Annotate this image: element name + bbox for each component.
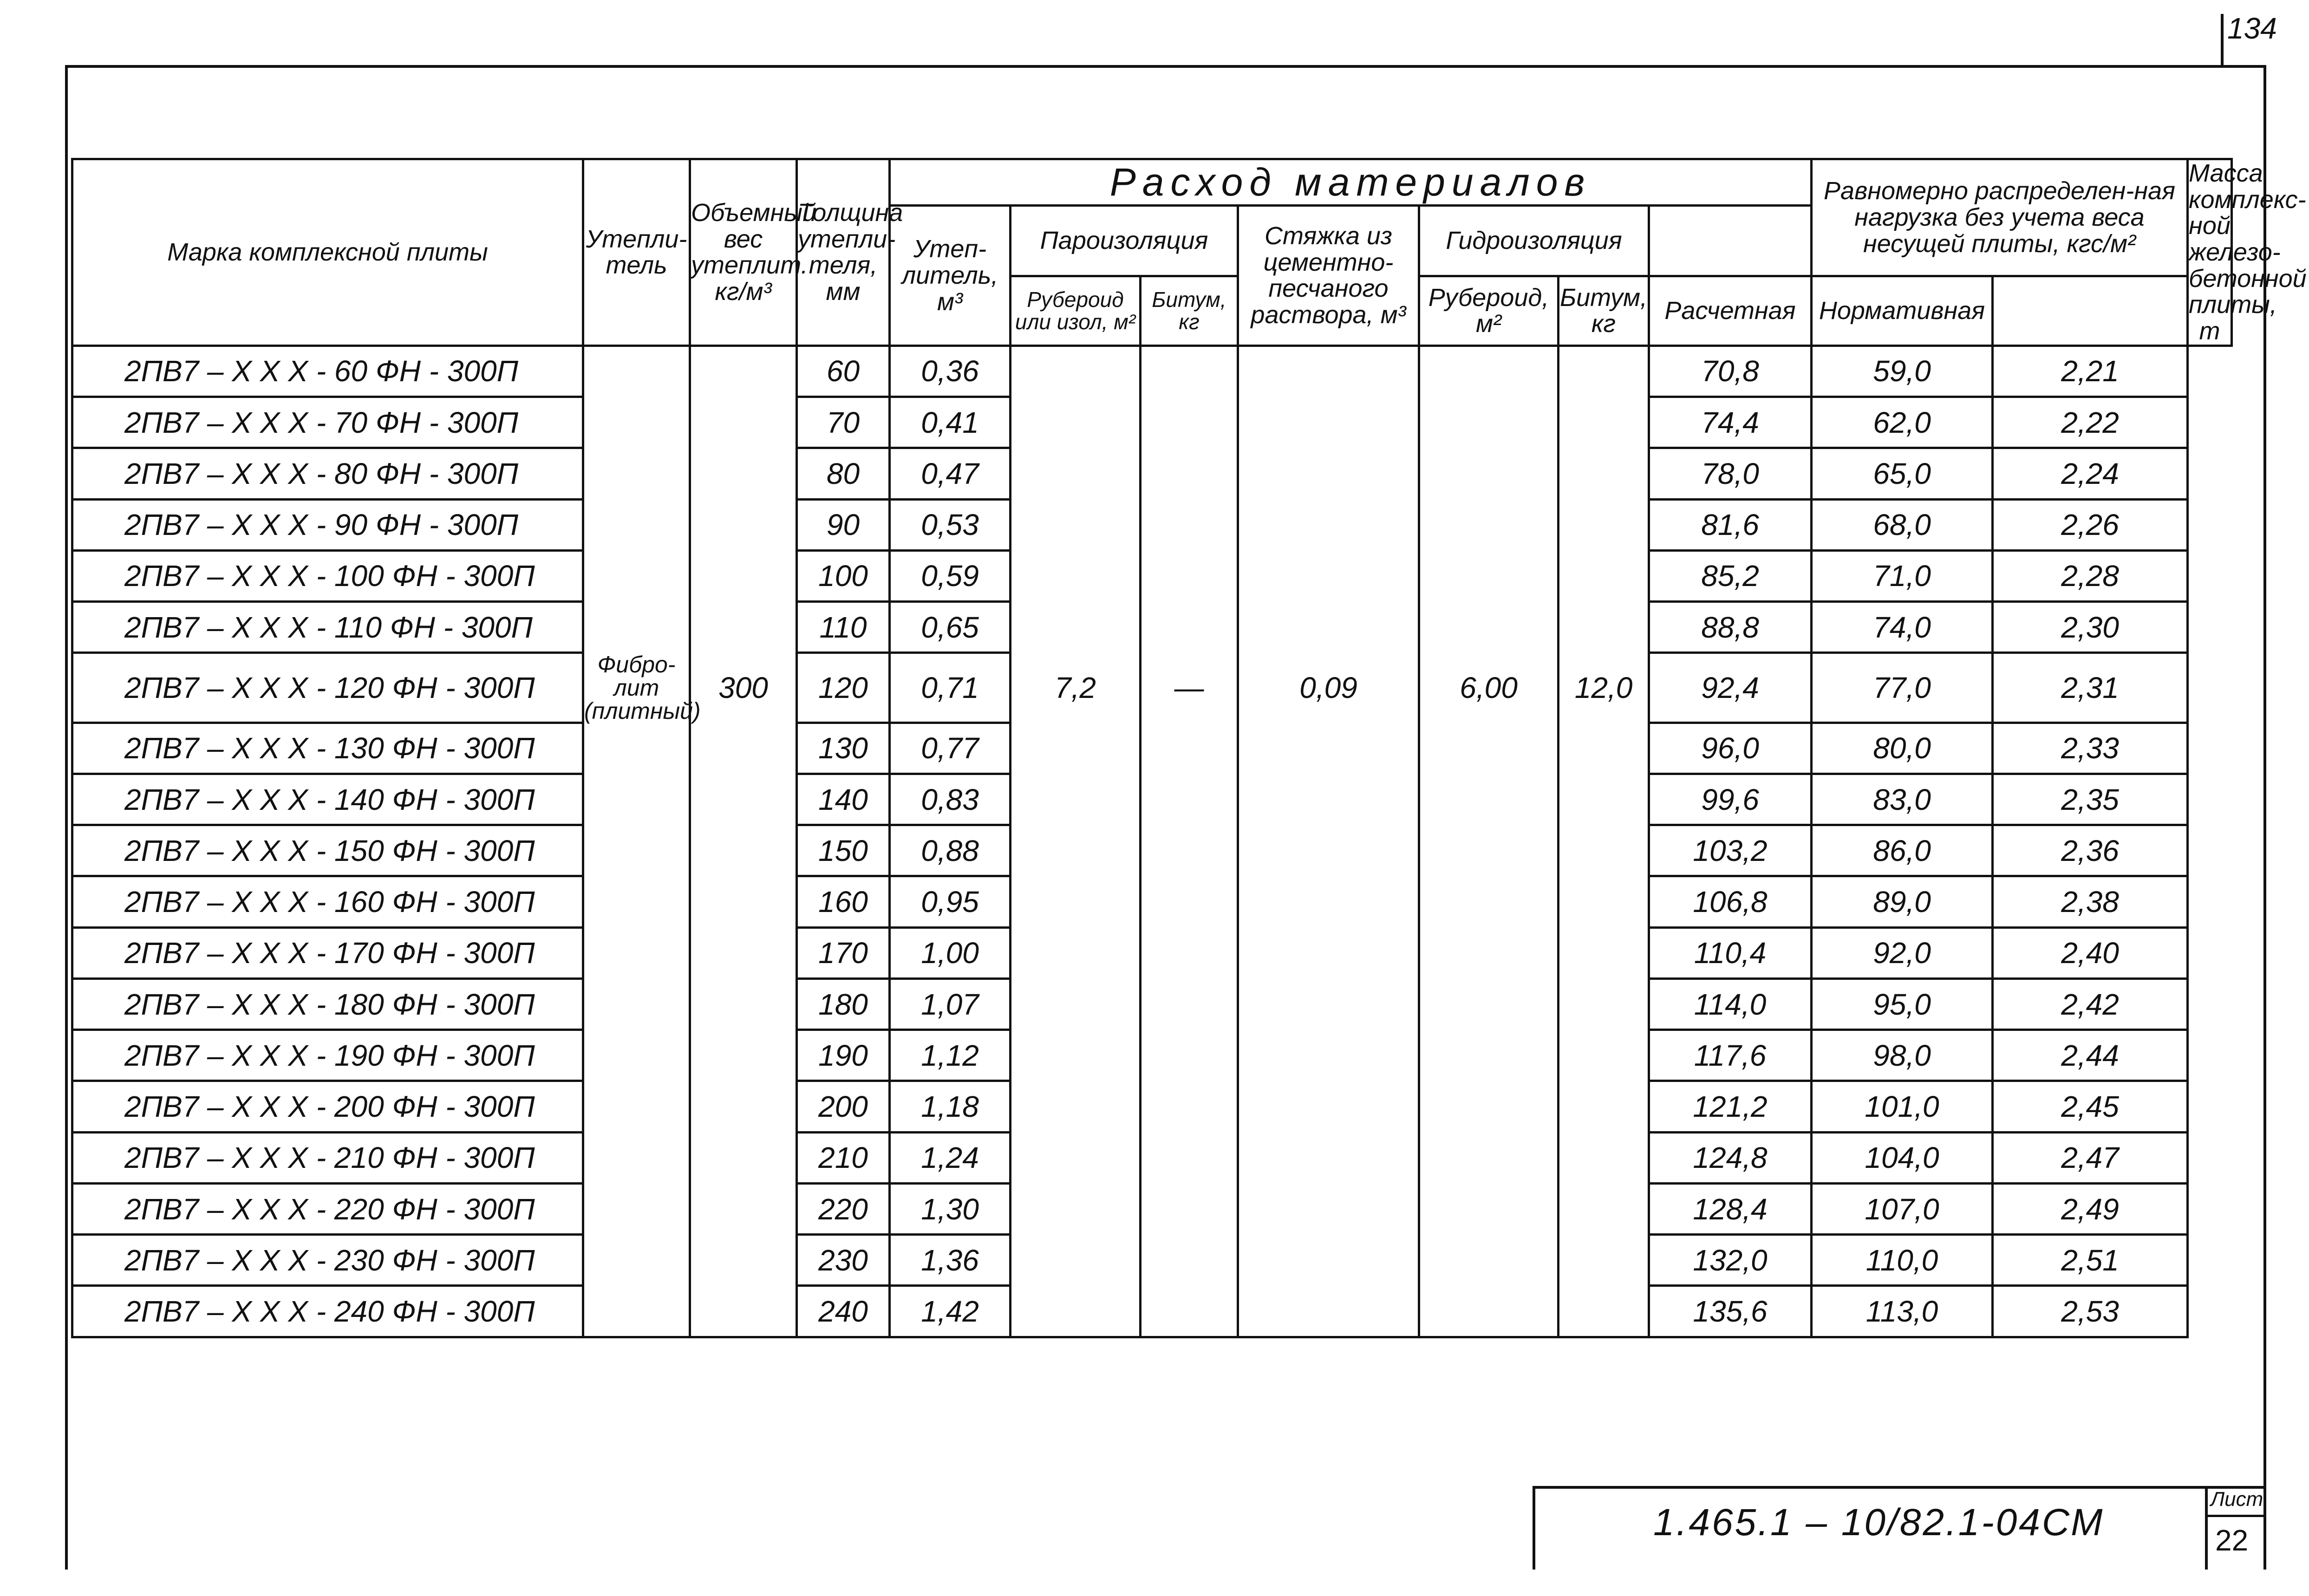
cell-mark: 2ПВ7 – Х Х Х - 70 ФН - 300П	[72, 397, 583, 448]
cell-vb-bitumen	[1141, 825, 1238, 876]
cell-volume: 0,41	[890, 397, 1011, 448]
header-insulant-volume: Утеп-литель, м³	[890, 206, 1011, 346]
cell-screed	[1238, 825, 1419, 876]
cell-density	[690, 723, 797, 774]
cell-thickness: 220	[797, 1183, 890, 1234]
cell-load-calc: 85,2	[1649, 550, 1812, 601]
cell-mass: 2,21	[1993, 345, 2188, 397]
cell-vb-ruberoid	[1011, 1235, 1141, 1286]
cell-wp-ruberoid	[1419, 550, 1559, 601]
cell-wp-ruberoid	[1419, 723, 1559, 774]
header-vb-ruberoid: Рубероид или изол, м²	[1011, 276, 1141, 345]
table-row	[72, 1081, 2232, 1132]
cell-volume: 1,12	[890, 1030, 1011, 1081]
cell-vb-ruberoid	[1011, 774, 1141, 825]
cell-vb-bitumen	[1141, 499, 1238, 550]
cell-wp-bitumen	[1559, 825, 1649, 876]
cell-thickness: 80	[797, 448, 890, 499]
cell-insulation	[583, 1081, 690, 1132]
header-wp-ruberoid: Рубероид, м²	[1419, 276, 1559, 345]
cell-load-norm: 95,0	[1812, 978, 1993, 1029]
cell-load-calc: 124,8	[1649, 1132, 1812, 1183]
cell-wp-bitumen	[1559, 397, 1649, 448]
cell-mass: 2,53	[1993, 1286, 2188, 1337]
cell-vb-bitumen	[1141, 1183, 1238, 1234]
cell-load-calc: 114,0	[1649, 978, 1812, 1029]
cell-wp-ruberoid	[1419, 1183, 1559, 1234]
cell-volume: 0,59	[890, 550, 1011, 601]
cell-mark: 2ПВ7 – Х Х Х - 140 ФН - 300П	[72, 774, 583, 825]
cell-mark: 2ПВ7 – Х Х Х - 100 ФН - 300П	[72, 550, 583, 601]
cell-screed	[1238, 774, 1419, 825]
sheet-rule	[2205, 1515, 2266, 1517]
cell-density	[690, 1081, 797, 1132]
cell-wp-ruberoid	[1419, 774, 1559, 825]
cell-vb-ruberoid	[1011, 448, 1141, 499]
cell-vb-ruberoid	[1011, 825, 1141, 876]
cell-mass: 2,28	[1993, 550, 2188, 601]
cell-vb-ruberoid	[1011, 1183, 1141, 1234]
cell-vb-ruberoid	[1011, 1081, 1141, 1132]
cell-vb-ruberoid	[1011, 1132, 1141, 1183]
cell-insulation	[583, 825, 690, 876]
cell-mass: 2,47	[1993, 1132, 2188, 1183]
cell-wp-ruberoid	[1419, 876, 1559, 927]
cell-density	[690, 978, 797, 1029]
cell-insulation	[583, 1235, 690, 1286]
table-row	[72, 602, 2232, 653]
cell-mass: 2,31	[1993, 653, 2188, 723]
cell-wp-ruberoid	[1419, 978, 1559, 1029]
cell-density	[690, 876, 797, 927]
cell-wp-bitumen	[1559, 978, 1649, 1029]
table-body	[72, 345, 2232, 1337]
cell-wp-bitumen	[1559, 723, 1649, 774]
cell-volume: 1,00	[890, 927, 1011, 978]
cell-load-norm: 80,0	[1812, 723, 1993, 774]
cell-mark: 2ПВ7 – Х Х Х - 60 ФН - 300П	[72, 345, 583, 397]
cell-insulation	[583, 876, 690, 927]
cell-load-norm: 62,0	[1812, 397, 1993, 448]
cell-thickness: 140	[797, 774, 890, 825]
cell-wp-bitumen	[1559, 1081, 1649, 1132]
cell-wp-ruberoid	[1419, 448, 1559, 499]
cell-density	[690, 1030, 797, 1081]
cell-vb-ruberoid	[1011, 1030, 1141, 1081]
header-mass: Масса комплекс-ной железо-бетонной плиты, т	[2188, 159, 2232, 346]
cell-volume: 0,88	[890, 825, 1011, 876]
cell-density	[690, 345, 797, 397]
header-thickness: Толщина утепли-теля, мм	[797, 159, 890, 346]
cell-screed	[1238, 723, 1419, 774]
cell-mark: 2ПВ7 – Х Х Х - 190 ФН - 300П	[72, 1030, 583, 1081]
cell-wp-bitumen	[1559, 448, 1649, 499]
cell-load-calc: 88,8	[1649, 602, 1812, 653]
cell-mass: 2,40	[1993, 927, 2188, 978]
cell-vb-bitumen	[1141, 774, 1238, 825]
cell-vb-bitumen	[1141, 1235, 1238, 1286]
cell-vb-ruberoid	[1011, 1286, 1141, 1337]
cell-vb-ruberoid	[1011, 602, 1141, 653]
cell-vb-ruberoid	[1011, 927, 1141, 978]
cell-mass: 2,38	[1993, 876, 2188, 927]
cell-wp-bitumen	[1559, 927, 1649, 978]
cell-load-calc: 132,0	[1649, 1235, 1812, 1286]
cell-mark: 2ПВ7 – Х Х Х - 210 ФН - 300П	[72, 1132, 583, 1183]
cell-load-calc: 70,8	[1649, 345, 1812, 397]
cell-vb-bitumen	[1141, 1286, 1238, 1337]
cell-mass: 2,26	[1993, 499, 2188, 550]
cell-wp-bitumen: 12,0	[1559, 653, 1649, 723]
cell-thickness: 180	[797, 978, 890, 1029]
cell-screed	[1238, 927, 1419, 978]
cell-density	[690, 825, 797, 876]
cell-load-calc: 74,4	[1649, 397, 1812, 448]
cell-mass: 2,44	[1993, 1030, 2188, 1081]
cell-wp-ruberoid	[1419, 345, 1559, 397]
cell-wp-bitumen	[1559, 1183, 1649, 1234]
cell-vb-ruberoid	[1011, 499, 1141, 550]
cell-load-calc: 81,6	[1649, 499, 1812, 550]
cell-wp-bitumen	[1559, 774, 1649, 825]
cell-thickness: 120	[797, 653, 890, 723]
cell-thickness: 160	[797, 876, 890, 927]
cell-wp-bitumen	[1559, 1286, 1649, 1337]
cell-insulation	[583, 1030, 690, 1081]
sheet-label: Лист	[2211, 1488, 2263, 1511]
cell-vb-bitumen	[1141, 602, 1238, 653]
cell-mark: 2ПВ7 – Х Х Х - 170 ФН - 300П	[72, 927, 583, 978]
cell-load-norm: 98,0	[1812, 1030, 1993, 1081]
cell-wp-ruberoid	[1419, 1235, 1559, 1286]
cell-vb-bitumen	[1141, 1132, 1238, 1183]
cell-thickness: 210	[797, 1132, 890, 1183]
cell-load-calc: 99,6	[1649, 774, 1812, 825]
cell-mass: 2,24	[1993, 448, 2188, 499]
cell-wp-ruberoid	[1419, 1081, 1559, 1132]
cell-vb-ruberoid	[1011, 550, 1141, 601]
cell-wp-ruberoid	[1419, 1286, 1559, 1337]
cell-mark: 2ПВ7 – Х Х Х - 160 ФН - 300П	[72, 876, 583, 927]
header-waterproofing: Гидроизоляция	[1419, 206, 1649, 276]
cell-vb-bitumen	[1141, 345, 1238, 397]
cell-screed	[1238, 978, 1419, 1029]
cell-load-norm: 110,0	[1812, 1235, 1993, 1286]
cell-density	[690, 1235, 797, 1286]
header-load-calc: Расчетная	[1649, 276, 1812, 345]
cell-load-norm: 101,0	[1812, 1081, 1993, 1132]
cell-vb-bitumen	[1141, 723, 1238, 774]
cell-thickness: 230	[797, 1235, 890, 1286]
cell-thickness: 150	[797, 825, 890, 876]
cell-wp-ruberoid	[1419, 825, 1559, 876]
header-load: Равномерно распределен-ная нагрузка без учета веса несущей плиты, кгс/м²	[1812, 159, 2188, 276]
cell-mass: 2,22	[1993, 397, 2188, 448]
cell-density: 300	[690, 653, 797, 723]
cell-thickness: 100	[797, 550, 890, 601]
cell-density	[690, 550, 797, 601]
cell-volume: 1,24	[890, 1132, 1011, 1183]
cell-mass: 2,33	[1993, 723, 2188, 774]
cell-load-norm: 104,0	[1812, 1132, 1993, 1183]
cell-mass: 2,36	[1993, 825, 2188, 876]
cell-mass: 2,49	[1993, 1183, 2188, 1234]
table-row	[72, 653, 2232, 723]
header-consumption: Расход материалов	[890, 159, 1812, 206]
cell-volume: 0,95	[890, 876, 1011, 927]
cell-insulation	[583, 397, 690, 448]
cell-thickness: 70	[797, 397, 890, 448]
cell-screed	[1238, 448, 1419, 499]
table-row	[72, 448, 2232, 499]
cell-mass: 2,30	[1993, 602, 2188, 653]
cell-thickness: 200	[797, 1081, 890, 1132]
cell-screed	[1238, 602, 1419, 653]
cell-insulation	[583, 1183, 690, 1234]
cell-volume: 1,36	[890, 1235, 1011, 1286]
cell-load-norm: 113,0	[1812, 1286, 1993, 1337]
cell-vb-bitumen	[1141, 550, 1238, 601]
cell-insulation	[583, 927, 690, 978]
cell-volume: 0,53	[890, 499, 1011, 550]
cell-load-calc: 110,4	[1649, 927, 1812, 978]
cell-vb-ruberoid	[1011, 876, 1141, 927]
cell-mark: 2ПВ7 – Х Х Х - 130 ФН - 300П	[72, 723, 583, 774]
doc-code: 1.465.1 – 10/82.1-04СМ	[1653, 1501, 2105, 1544]
cell-wp-bitumen	[1559, 876, 1649, 927]
cell-insulation	[583, 550, 690, 601]
cell-mark: 2ПВ7 – Х Х Х - 80 ФН - 300П	[72, 448, 583, 499]
table-row	[72, 825, 2232, 876]
cell-load-norm: 71,0	[1812, 550, 1993, 601]
cell-load-norm: 92,0	[1812, 927, 1993, 978]
cell-load-calc: 117,6	[1649, 1030, 1812, 1081]
header-density: Объемный вес утеплит. кг/м³	[690, 159, 797, 346]
cell-vb-bitumen	[1141, 876, 1238, 927]
table-row	[72, 1286, 2232, 1337]
cell-volume: 0,65	[890, 602, 1011, 653]
cell-mark: 2ПВ7 – Х Х Х - 220 ФН - 300П	[72, 1183, 583, 1234]
cell-vb-bitumen: —	[1141, 653, 1238, 723]
page-number-rule	[2221, 14, 2224, 65]
cell-volume: 1,42	[890, 1286, 1011, 1337]
cell-load-calc: 96,0	[1649, 723, 1812, 774]
cell-insulation	[583, 774, 690, 825]
cell-volume: 1,30	[890, 1183, 1011, 1234]
cell-screed	[1238, 345, 1419, 397]
cell-load-norm: 83,0	[1812, 774, 1993, 825]
cell-load-calc: 106,8	[1649, 876, 1812, 927]
cell-insulation	[583, 723, 690, 774]
cell-load-norm: 68,0	[1812, 499, 1993, 550]
cell-load-calc: 121,2	[1649, 1081, 1812, 1132]
cell-mark: 2ПВ7 – Х Х Х - 240 ФН - 300П	[72, 1286, 583, 1337]
cell-load-norm: 74,0	[1812, 602, 1993, 653]
cell-wp-ruberoid	[1419, 1132, 1559, 1183]
cell-mass: 2,51	[1993, 1235, 2188, 1286]
cell-volume: 1,07	[890, 978, 1011, 1029]
cell-density	[690, 1183, 797, 1234]
cell-thickness: 240	[797, 1286, 890, 1337]
cell-vb-ruberoid	[1011, 397, 1141, 448]
cell-load-calc: 135,6	[1649, 1286, 1812, 1337]
cell-insulation	[583, 978, 690, 1029]
cell-thickness: 130	[797, 723, 890, 774]
cell-screed	[1238, 1286, 1419, 1337]
cell-density	[690, 448, 797, 499]
cell-vb-bitumen	[1141, 1030, 1238, 1081]
cell-load-norm: 107,0	[1812, 1183, 1993, 1234]
cell-volume: 0,77	[890, 723, 1011, 774]
cell-wp-bitumen	[1559, 550, 1649, 601]
cell-density	[690, 397, 797, 448]
cell-density	[690, 1286, 797, 1337]
cell-insulation	[583, 448, 690, 499]
table-row	[72, 1183, 2232, 1234]
cell-thickness: 170	[797, 927, 890, 978]
cell-insulation	[583, 1286, 690, 1337]
cell-density	[690, 602, 797, 653]
cell-mass: 2,35	[1993, 774, 2188, 825]
cell-load-calc: 92,4	[1649, 653, 1812, 723]
cell-mark: 2ПВ7 – Х Х Х - 230 ФН - 300П	[72, 1235, 583, 1286]
cell-screed: 0,09	[1238, 653, 1419, 723]
cell-vb-ruberoid	[1011, 345, 1141, 397]
cell-mark: 2ПВ7 – Х Х Х - 120 ФН - 300П	[72, 653, 583, 723]
cell-screed	[1238, 876, 1419, 927]
header-insulation: Утепли-тель	[583, 159, 690, 346]
cell-vb-bitumen	[1141, 1081, 1238, 1132]
cell-screed	[1238, 397, 1419, 448]
cell-screed	[1238, 1183, 1419, 1234]
cell-wp-ruberoid: 6,00	[1419, 653, 1559, 723]
cell-insulation	[583, 1132, 690, 1183]
sheet-number: 22	[2215, 1524, 2249, 1557]
cell-load-calc: 128,4	[1649, 1183, 1812, 1234]
cell-load-norm: 86,0	[1812, 825, 1993, 876]
table-row	[72, 499, 2232, 550]
cell-insulation	[583, 345, 690, 397]
header-screed: Стяжка из цементно-песчаного раствора, м³	[1238, 206, 1419, 346]
table-row	[72, 1235, 2232, 1286]
header-vb-bitumen: Битум, кг	[1141, 276, 1238, 345]
cell-thickness: 90	[797, 499, 890, 550]
cell-volume: 0,47	[890, 448, 1011, 499]
cell-insulation: Фибро-лит (плитный)	[583, 653, 690, 723]
cell-wp-bitumen	[1559, 345, 1649, 397]
cell-insulation	[583, 602, 690, 653]
cell-screed	[1238, 550, 1419, 601]
cell-mark: 2ПВ7 – Х Х Х - 90 ФН - 300П	[72, 499, 583, 550]
cell-load-norm: 65,0	[1812, 448, 1993, 499]
cell-vb-bitumen	[1141, 448, 1238, 499]
cell-vb-ruberoid	[1011, 723, 1141, 774]
table-row	[72, 774, 2232, 825]
table-row	[72, 550, 2232, 601]
cell-wp-ruberoid	[1419, 499, 1559, 550]
cell-wp-bitumen	[1559, 499, 1649, 550]
cell-mark: 2ПВ7 – Х Х Х - 200 ФН - 300П	[72, 1081, 583, 1132]
cell-vb-bitumen	[1141, 927, 1238, 978]
header-load-norm: Нормативная	[1812, 276, 1993, 345]
cell-load-norm: 59,0	[1812, 345, 1993, 397]
cell-screed	[1238, 1030, 1419, 1081]
table-row	[72, 978, 2232, 1029]
cell-vb-bitumen	[1141, 978, 1238, 1029]
cell-screed	[1238, 499, 1419, 550]
cell-screed	[1238, 1235, 1419, 1286]
cell-wp-ruberoid	[1419, 1030, 1559, 1081]
header-mark: Марка комплексной плиты	[72, 159, 583, 346]
table-row	[72, 1132, 2232, 1183]
cell-screed	[1238, 1081, 1419, 1132]
table-row	[72, 927, 2232, 978]
cell-wp-bitumen	[1559, 1132, 1649, 1183]
cell-mark: 2ПВ7 – Х Х Х - 180 ФН - 300П	[72, 978, 583, 1029]
cell-volume: 0,71	[890, 653, 1011, 723]
cell-density	[690, 1132, 797, 1183]
cell-volume: 1,18	[890, 1081, 1011, 1132]
cell-density	[690, 774, 797, 825]
cell-mass: 2,45	[1993, 1081, 2188, 1132]
table-row	[72, 723, 2232, 774]
cell-load-calc: 78,0	[1649, 448, 1812, 499]
cell-volume: 0,36	[890, 345, 1011, 397]
cell-load-calc: 103,2	[1649, 825, 1812, 876]
table-row	[72, 876, 2232, 927]
cell-density	[690, 927, 797, 978]
cell-thickness: 110	[797, 602, 890, 653]
cell-wp-bitumen	[1559, 602, 1649, 653]
table-row	[72, 397, 2232, 448]
cell-vb-ruberoid	[1011, 978, 1141, 1029]
cell-wp-ruberoid	[1419, 602, 1559, 653]
cell-wp-ruberoid	[1419, 397, 1559, 448]
cell-volume: 0,83	[890, 774, 1011, 825]
cell-density	[690, 499, 797, 550]
table-row	[72, 345, 2232, 397]
cell-vb-bitumen	[1141, 397, 1238, 448]
header-vapor-barrier: Пароизоляция	[1011, 206, 1238, 276]
table-row	[72, 1030, 2232, 1081]
cell-thickness: 60	[797, 345, 890, 397]
cell-screed	[1238, 1132, 1419, 1183]
cell-vb-ruberoid: 7,2	[1011, 653, 1141, 723]
cell-wp-bitumen	[1559, 1030, 1649, 1081]
cell-mark: 2ПВ7 – Х Х Х - 150 ФН - 300П	[72, 825, 583, 876]
cell-wp-bitumen	[1559, 1235, 1649, 1286]
cell-insulation	[583, 499, 690, 550]
cell-mass: 2,42	[1993, 978, 2188, 1029]
cell-wp-ruberoid	[1419, 927, 1559, 978]
cell-thickness: 190	[797, 1030, 890, 1081]
cell-mark: 2ПВ7 – Х Х Х - 110 ФН - 300П	[72, 602, 583, 653]
cell-load-norm: 77,0	[1812, 653, 1993, 723]
header-wp-bitumen: Битум, кг	[1559, 276, 1649, 345]
cell-load-norm: 89,0	[1812, 876, 1993, 927]
page-number: 134	[2227, 12, 2277, 45]
materials-table	[71, 158, 2307, 1338]
